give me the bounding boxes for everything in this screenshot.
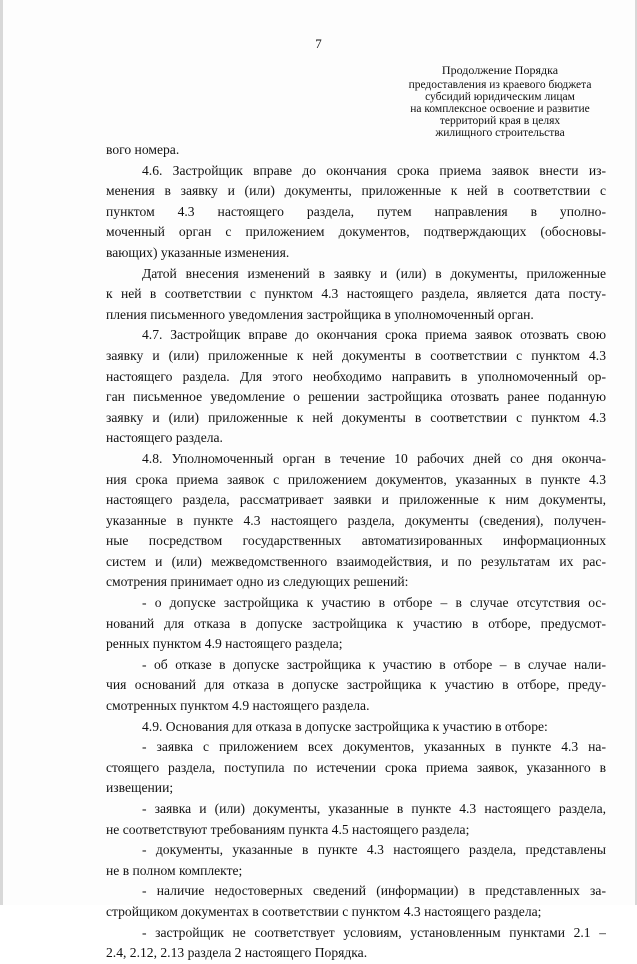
body-text-line: 4.9. Основания для отказа в допуске застройщика к участию в отборе: bbox=[142, 718, 548, 734]
header-line: предоставления из краевого бюджета bbox=[408, 79, 592, 91]
body-text-line: ния срока приема заявок с приложением документов, указанных в пункте 4.3 bbox=[106, 471, 606, 487]
scan-edge-left bbox=[0, 0, 3, 905]
header-line: субсидий юридическим лицам bbox=[425, 91, 575, 103]
body-text-line: Датой внесения изменений в заявку и (или) в документы, приложенные bbox=[142, 265, 606, 281]
body-text-line: смотренных пунктом 4.9 настоящего раздела. bbox=[106, 698, 370, 714]
body-text-line: заявку и (или) приложенные к ней документы в соответствии с пунктом 4.3 bbox=[106, 347, 606, 363]
body-text-line: не соответствуют требованиям пункта 4.5 настоящего раздела; bbox=[106, 821, 470, 837]
body-text-line: - заявка и (или) документы, указанные в пункте 4.3 настоящего раздела, bbox=[142, 801, 606, 816]
page-number: 7 bbox=[315, 36, 322, 51]
body-text-line: к ней в соответствии с пунктом 4.3 настоящего раздела, является дата посту- bbox=[106, 286, 606, 302]
header-line: жилищного строительства bbox=[435, 127, 565, 139]
body-text-line: настоящего раздела. Для этого необходимо направить в уполномоченный ор- bbox=[106, 368, 606, 384]
body-text-line: заявку и (или) приложенные к ней документы в соответствии с пунктом 4.3 bbox=[106, 409, 606, 425]
body-text-line: указанные в пункте 4.3 настоящего раздела, документы (сведения), получен- bbox=[106, 512, 606, 528]
body-text-line: систем и (или) межведомственного взаимодействия, и по результатам их рас- bbox=[106, 553, 606, 569]
body-text-line: - об отказе в допуске застройщика к участию в отборе – в случае нали- bbox=[142, 656, 606, 672]
body-text-line: 4.8. Уполномоченный орган в течение 10 рабочих дней со дня оконча- bbox=[142, 450, 606, 466]
body-text-line: вающих) указанные изменения. bbox=[106, 244, 290, 260]
body-text-line: - документы, указанные в пункте 4.3 настоящего раздела, представлены bbox=[142, 842, 606, 858]
body-text-line: нований для отказа в допуске застройщика к участию в отборе, предусмот- bbox=[106, 615, 606, 631]
body-text-line: не в полном комплекте; bbox=[106, 862, 243, 878]
body-text-line: пунктом 4.3 настоящего раздела, путем направления в уполно- bbox=[106, 203, 606, 219]
body-text-line: смотрения принимает одно из следующих решений: bbox=[106, 574, 409, 590]
document-body bbox=[106, 140, 606, 964]
body-text-line: менения в заявку и (или) документы, приложенные к ней в соответствии с bbox=[106, 183, 606, 199]
header-line: территорий края в целях bbox=[439, 115, 561, 127]
body-text-line: - застройщик не соответствует условиям, установленным пунктами 2.1 – bbox=[142, 924, 606, 940]
body-text-line: 4.6. Застройщик вправе до окончания срока приема заявок внести из- bbox=[142, 162, 606, 178]
body-text-line: настоящего раздела. bbox=[106, 430, 223, 446]
body-text-line: пления письменного уведомления застройщика в уполномоченный орган. bbox=[106, 306, 534, 322]
body-text-line: - заявка с приложением всех документов, указанных в пункте 4.3 на- bbox=[142, 739, 606, 755]
body-text-line: стройщиком документах в соответствии с пунктом 4.3 настоящего раздела; bbox=[106, 903, 542, 919]
body-text-line: 4.7. Застройщик вправе до окончания срока приема заявок отозвать свою bbox=[142, 327, 606, 343]
body-text-line: 2.4, 2.12, 2.13 раздела 2 настоящего Порядка. bbox=[106, 945, 368, 961]
document-header bbox=[380, 64, 620, 139]
body-text-line: ган письменное уведомление о решении застройщика отозвать ранее поданную bbox=[106, 389, 606, 405]
body-text-line: - о допуске застройщика к участию в отборе – в случае отсутствия ос- bbox=[142, 595, 606, 611]
header-line: на комплексное освоение и развитие bbox=[410, 103, 590, 115]
body-text-line: настоящего раздела, рассматривает заявки и приложенные к ним документы, bbox=[106, 492, 606, 508]
body-text-line: моченный орган с приложением документов, подтверждающих (обосновы- bbox=[106, 224, 606, 240]
body-text-line: стоящего раздела, поступила по истечении срока приема заявок, указанного в bbox=[106, 759, 606, 775]
body-text-line: извещении; bbox=[106, 780, 174, 796]
body-text-line: - наличие недостоверных сведений (информации) в представленных за- bbox=[142, 883, 606, 899]
body-text-line: ные посредством государственных автоматизированных информационных bbox=[106, 533, 606, 549]
body-text-line: вого номера. bbox=[106, 142, 180, 157]
header-title: Продолжение Порядка bbox=[441, 63, 559, 77]
body-text-line: чия оснований для отказа в допуске застройщика к участию в отборе, преду- bbox=[106, 677, 606, 693]
body-text-line: ренных пунктом 4.9 настоящего раздела; bbox=[106, 636, 343, 652]
